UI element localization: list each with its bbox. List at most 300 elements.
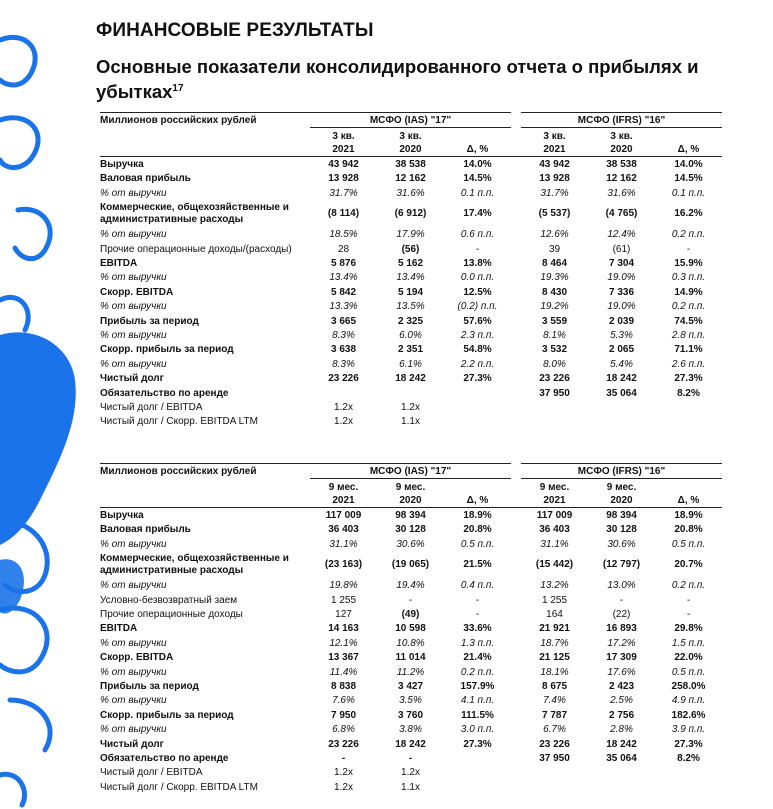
row-value: 19.0% bbox=[607, 301, 636, 313]
row-value: 0.4 п.п. bbox=[460, 580, 495, 592]
row-value: 8.2% bbox=[677, 387, 700, 399]
column-gap bbox=[511, 285, 521, 299]
row-value: 57.6% bbox=[463, 315, 492, 327]
column-gap bbox=[511, 357, 521, 371]
row-value: - bbox=[686, 594, 691, 606]
row-value: 6.1% bbox=[399, 358, 422, 370]
row-value bbox=[444, 386, 511, 400]
table-row bbox=[100, 722, 722, 736]
table-row bbox=[100, 552, 722, 579]
column-gap bbox=[511, 694, 521, 708]
row-value: 3.5% bbox=[399, 695, 422, 707]
row-value: 3 427 bbox=[397, 680, 424, 692]
row-value: 2 325 bbox=[397, 315, 424, 327]
row-value: 31.1% bbox=[329, 538, 358, 550]
column-gap bbox=[511, 607, 521, 621]
table-row bbox=[100, 694, 722, 708]
row-label: % от выручки bbox=[100, 695, 167, 707]
row-value: 1.5 п.п. bbox=[671, 637, 706, 649]
table-row bbox=[100, 415, 722, 429]
row-value: 10 598 bbox=[395, 623, 426, 635]
row-value: 12.4% bbox=[607, 229, 636, 241]
row-value: 0.6 п.п. bbox=[460, 229, 495, 241]
row-value: 13.0% bbox=[607, 580, 636, 592]
row-value: - bbox=[475, 609, 480, 621]
table-row bbox=[100, 751, 722, 765]
row-value: (49) bbox=[401, 609, 420, 621]
row-value: 1.2x bbox=[334, 767, 353, 779]
header-spacer bbox=[100, 128, 310, 157]
row-value: 38 538 bbox=[588, 157, 655, 172]
row-value: 39 bbox=[548, 243, 561, 255]
row-value: 1.2x bbox=[401, 767, 420, 779]
row-value: 8 464 bbox=[541, 258, 568, 270]
row-value bbox=[521, 780, 588, 794]
row-value: 18.9% bbox=[444, 508, 511, 523]
row-value: 14.9% bbox=[674, 286, 703, 298]
column-gap bbox=[511, 636, 521, 650]
column-gap bbox=[511, 314, 521, 328]
row-label: Прибыль за период bbox=[100, 680, 199, 692]
row-value: 19.4% bbox=[396, 580, 425, 592]
table-row bbox=[100, 579, 722, 593]
row-label: Скорр. EBITDA bbox=[100, 652, 174, 664]
row-label: Условно-безвозвратный заем bbox=[100, 594, 238, 606]
row-value: (23 163) bbox=[324, 558, 363, 570]
row-label: Прибыль за период bbox=[100, 315, 199, 327]
row-value: 37 950 bbox=[539, 752, 570, 764]
row-value: 3 665 bbox=[330, 315, 357, 327]
column-gap bbox=[511, 751, 521, 765]
period-current: 9 мес. 2021 bbox=[539, 482, 570, 507]
table-row bbox=[100, 201, 722, 228]
row-label: Выручка bbox=[100, 157, 310, 172]
column-gap bbox=[511, 157, 521, 172]
subtitle-text: Основные показатели консолидированного отчета о прибылях и убытках bbox=[96, 56, 699, 102]
row-value: 2.6 п.п. bbox=[671, 358, 706, 370]
row-value: 17.2% bbox=[607, 637, 636, 649]
row-value: 0.2 п.п. bbox=[671, 229, 706, 241]
column-gap bbox=[511, 415, 521, 429]
row-label: Чистый долг / EBITDA bbox=[100, 767, 203, 779]
row-value bbox=[588, 780, 655, 794]
row-value: 1 255 bbox=[541, 594, 568, 606]
table-row bbox=[100, 186, 722, 200]
row-value bbox=[444, 751, 511, 765]
nine-month-table-body bbox=[100, 464, 722, 795]
column-gap bbox=[511, 172, 521, 186]
row-value: 0.5 п.п. bbox=[671, 538, 706, 550]
row-value: 30 128 bbox=[395, 524, 426, 536]
row-value bbox=[377, 386, 444, 400]
row-value: 2.2 п.п. bbox=[460, 358, 495, 370]
row-value: 2.5% bbox=[610, 695, 633, 707]
row-value: 12.6% bbox=[540, 229, 569, 241]
row-value: 3.8% bbox=[399, 724, 422, 736]
row-value: (4 765) bbox=[605, 207, 638, 219]
row-value: 29.8% bbox=[674, 623, 703, 635]
row-value: 127 bbox=[335, 609, 352, 621]
row-value: 27.3% bbox=[463, 373, 492, 385]
row-value: 30.6% bbox=[607, 538, 636, 550]
row-value: 13 367 bbox=[328, 652, 359, 664]
row-value: 0.1 п.п. bbox=[671, 187, 706, 199]
row-value: 0.0 п.п. bbox=[460, 272, 495, 284]
row-value: 17.4% bbox=[463, 207, 492, 219]
header-spacer bbox=[100, 479, 310, 508]
row-value: 182.6% bbox=[671, 709, 706, 721]
row-value bbox=[588, 766, 655, 780]
row-value: 13.8% bbox=[463, 258, 492, 270]
table-row bbox=[100, 357, 722, 371]
column-gap bbox=[511, 479, 521, 508]
table-row bbox=[100, 242, 722, 256]
column-gap bbox=[511, 343, 521, 357]
period-current: 3 кв. 2021 bbox=[543, 131, 566, 156]
row-value: 8 675 bbox=[541, 680, 568, 692]
row-value bbox=[521, 766, 588, 780]
row-label: Обязательство по аренде bbox=[100, 387, 229, 399]
row-value: 30 128 bbox=[606, 524, 637, 536]
row-value: 0.1 п.п. bbox=[460, 187, 495, 199]
row-value: 17.6% bbox=[607, 666, 636, 678]
row-value: 4.9 п.п. bbox=[671, 695, 706, 707]
row-value: 2 423 bbox=[608, 680, 635, 692]
row-value: (56) bbox=[401, 243, 420, 255]
table-row bbox=[100, 386, 722, 400]
row-value: 16 893 bbox=[606, 623, 637, 635]
row-value: 5.4% bbox=[610, 358, 633, 370]
row-value: 19.8% bbox=[329, 580, 358, 592]
table-period-header bbox=[100, 479, 722, 508]
row-value: 1.1x bbox=[401, 781, 420, 793]
row-value bbox=[521, 400, 588, 414]
row-value: 31.1% bbox=[540, 538, 569, 550]
row-value: 15.9% bbox=[674, 258, 703, 270]
table-row bbox=[100, 523, 722, 537]
row-value: 14.5% bbox=[463, 173, 492, 185]
row-label: Чистый долг / Скорр. EBITDA LTM bbox=[100, 781, 258, 793]
row-label: % от выручки bbox=[100, 358, 167, 370]
column-gap bbox=[511, 766, 521, 780]
row-value: 1.2x bbox=[334, 781, 353, 793]
row-value: 5.3% bbox=[610, 329, 633, 341]
row-value: - bbox=[475, 243, 480, 255]
row-value: 7.6% bbox=[332, 695, 355, 707]
row-value: 21 921 bbox=[539, 623, 570, 635]
table-row bbox=[100, 328, 722, 342]
row-value: 31.7% bbox=[329, 187, 358, 199]
row-label: Чистый долг / EBITDA bbox=[100, 401, 203, 413]
delta-header: Δ, % bbox=[466, 495, 489, 507]
row-value: 35 064 bbox=[606, 752, 637, 764]
row-value: 38 538 bbox=[377, 157, 444, 172]
row-label: Скорр. прибыль за период bbox=[100, 709, 234, 721]
table-row bbox=[100, 766, 722, 780]
column-gap bbox=[511, 737, 521, 751]
column-gap bbox=[511, 679, 521, 693]
table-row bbox=[100, 622, 722, 636]
unit-label: Миллионов российских рублей bbox=[100, 464, 310, 479]
column-gap bbox=[511, 271, 521, 285]
row-value: 3 760 bbox=[397, 709, 424, 721]
row-value: 1.1x bbox=[401, 416, 420, 428]
row-value: 17.9% bbox=[396, 229, 425, 241]
row-value: 20.7% bbox=[674, 558, 703, 570]
row-label: % от выручки bbox=[100, 580, 167, 592]
row-label: % от выручки bbox=[100, 187, 167, 199]
delta-header: Δ, % bbox=[677, 495, 700, 507]
table-row bbox=[100, 228, 722, 242]
row-value: 8.3% bbox=[332, 358, 355, 370]
row-value: 3 638 bbox=[330, 344, 357, 356]
column-gap bbox=[511, 780, 521, 794]
column-gap bbox=[511, 579, 521, 593]
column-gap bbox=[511, 128, 521, 157]
row-value: 5 876 bbox=[330, 258, 357, 270]
column-gap bbox=[511, 386, 521, 400]
row-value: 43 942 bbox=[521, 157, 588, 172]
row-value bbox=[444, 400, 511, 414]
row-value: - bbox=[619, 594, 624, 606]
row-value: 2.8 п.п. bbox=[671, 329, 706, 341]
row-label: Прочие операционные доходы/(расходы) bbox=[100, 243, 292, 255]
row-value: 11 014 bbox=[395, 652, 426, 664]
unit-label: Миллионов российских рублей bbox=[100, 113, 310, 128]
row-value: 21.4% bbox=[463, 652, 492, 664]
row-value: 18.1% bbox=[540, 666, 569, 678]
row-value: 17 309 bbox=[606, 652, 637, 664]
row-value: 23 226 bbox=[328, 373, 359, 385]
row-value: 98 394 bbox=[377, 508, 444, 523]
delta-header: Δ, % bbox=[466, 144, 489, 156]
table-group-header bbox=[100, 113, 722, 128]
row-value: (5 537) bbox=[538, 207, 571, 219]
row-value bbox=[444, 766, 511, 780]
row-value: 18.5% bbox=[329, 229, 358, 241]
row-value: 258.0% bbox=[671, 680, 706, 692]
row-label: Выручка bbox=[100, 508, 310, 523]
row-value: 7 950 bbox=[330, 709, 357, 721]
row-value: 2.8% bbox=[610, 724, 633, 736]
period-previous: 9 мес. 2020 bbox=[395, 482, 426, 507]
table-row bbox=[100, 607, 722, 621]
row-value: 98 394 bbox=[588, 508, 655, 523]
row-value: 6.8% bbox=[332, 724, 355, 736]
row-value: (6 912) bbox=[394, 207, 427, 219]
table-row bbox=[100, 285, 722, 299]
row-value: 8.0% bbox=[543, 358, 566, 370]
quarterly-table-body bbox=[100, 113, 722, 430]
row-value: 164 bbox=[546, 609, 563, 621]
row-value: (22) bbox=[612, 609, 631, 621]
row-label: Прочие операционные доходы bbox=[100, 609, 243, 621]
nine-month-results-table bbox=[100, 463, 722, 794]
row-label: % от выручки bbox=[100, 272, 167, 284]
row-value bbox=[588, 415, 655, 429]
row-value: 0.2 п.п. bbox=[671, 580, 706, 592]
row-value: 13 928 bbox=[328, 173, 359, 185]
row-label: Скорр. прибыль за период bbox=[100, 344, 234, 356]
table-row bbox=[100, 708, 722, 722]
table-row bbox=[100, 314, 722, 328]
column-gap bbox=[511, 593, 521, 607]
row-value bbox=[655, 415, 722, 429]
row-value: 37 950 bbox=[539, 387, 570, 399]
row-value: 27.3% bbox=[674, 738, 703, 750]
row-label: Чистый долг bbox=[100, 738, 164, 750]
row-value: 1.2x bbox=[334, 416, 353, 428]
table-row bbox=[100, 271, 722, 285]
quarterly-results-table bbox=[100, 112, 722, 429]
row-value: 111.5% bbox=[461, 709, 494, 721]
row-value: 21 125 bbox=[539, 652, 570, 664]
row-value: 16.2% bbox=[674, 207, 703, 219]
row-value: 8.2% bbox=[677, 752, 700, 764]
period-current: 3 кв. 2021 bbox=[332, 131, 355, 156]
row-value: 13.5% bbox=[396, 301, 425, 313]
row-value: 8 838 bbox=[330, 680, 357, 692]
row-value: 27.3% bbox=[674, 373, 703, 385]
row-value: 8.3% bbox=[332, 329, 355, 341]
row-label: Валовая прибыль bbox=[100, 173, 191, 185]
row-value: 19.3% bbox=[540, 272, 569, 284]
row-label: Коммерческие, общехозяйственные и административные расходы bbox=[100, 552, 289, 577]
row-value: 18 242 bbox=[606, 373, 637, 385]
row-value: - bbox=[341, 752, 346, 764]
row-label: Коммерческие, общехозяйственные и административные расходы bbox=[100, 201, 289, 226]
row-value: 7 787 bbox=[541, 709, 568, 721]
table-row bbox=[100, 300, 722, 314]
row-value: 31.7% bbox=[540, 187, 569, 199]
row-value: 36 403 bbox=[539, 524, 570, 536]
table-row bbox=[100, 537, 722, 551]
row-value bbox=[444, 415, 511, 429]
row-value: 6.7% bbox=[543, 724, 566, 736]
table-row bbox=[100, 256, 722, 270]
row-value: 43 942 bbox=[310, 157, 377, 172]
row-value: 18.9% bbox=[655, 508, 722, 523]
period-previous: 9 мес. 2020 bbox=[606, 482, 637, 507]
row-value: 5 162 bbox=[397, 258, 424, 270]
row-value: 13.2% bbox=[540, 580, 569, 592]
standard-ifrs16-header: МСФО (IFRS) "16" bbox=[521, 113, 722, 128]
row-value: (8 114) bbox=[327, 207, 360, 219]
row-value: 13.4% bbox=[329, 272, 358, 284]
row-value: 35 064 bbox=[606, 387, 637, 399]
row-label: % от выручки bbox=[100, 329, 167, 341]
row-value: 12 162 bbox=[606, 173, 637, 185]
column-gap bbox=[511, 508, 521, 523]
row-value: 2 039 bbox=[608, 315, 635, 327]
row-value: - bbox=[475, 594, 480, 606]
row-value: 157.9% bbox=[460, 680, 495, 692]
column-gap bbox=[511, 537, 521, 551]
row-value: 10.8% bbox=[396, 637, 425, 649]
row-value: 12 162 bbox=[395, 173, 426, 185]
table-row bbox=[100, 157, 722, 172]
row-value: 20.8% bbox=[463, 524, 492, 536]
row-value: 23 226 bbox=[539, 738, 570, 750]
row-value: 0.5 п.п. bbox=[460, 538, 495, 550]
row-value: (15 442) bbox=[535, 558, 574, 570]
column-gap bbox=[511, 523, 521, 537]
row-value bbox=[521, 415, 588, 429]
row-label: % от выручки bbox=[100, 538, 167, 550]
row-value: 28 bbox=[337, 243, 350, 255]
row-value: 12.5% bbox=[463, 286, 492, 298]
row-value bbox=[655, 780, 722, 794]
row-value: 3.0 п.п. bbox=[460, 724, 495, 736]
row-label: Валовая прибыль bbox=[100, 524, 191, 536]
row-value: 21.5% bbox=[463, 558, 492, 570]
column-gap bbox=[511, 400, 521, 414]
table-row bbox=[100, 679, 722, 693]
column-gap bbox=[511, 722, 521, 736]
table-row bbox=[100, 172, 722, 186]
page-title: ФИНАНСОВЫЕ РЕЗУЛЬТАТЫ bbox=[96, 20, 374, 41]
row-value: 8.1% bbox=[543, 329, 566, 341]
table-row bbox=[100, 371, 722, 385]
row-label: % от выручки bbox=[100, 666, 167, 678]
table-row bbox=[100, 593, 722, 607]
period-previous: 3 кв. 2020 bbox=[399, 131, 422, 156]
table-period-header bbox=[100, 128, 722, 157]
row-value: 19.0% bbox=[607, 272, 636, 284]
row-value: 23 226 bbox=[539, 373, 570, 385]
column-gap bbox=[511, 328, 521, 342]
row-value: 7.4% bbox=[543, 695, 566, 707]
row-value: 117 009 bbox=[521, 508, 588, 523]
row-value: 2 351 bbox=[397, 344, 424, 356]
row-label: % от выручки bbox=[100, 724, 167, 736]
row-value: 4.1 п.п. bbox=[460, 695, 495, 707]
row-value bbox=[655, 766, 722, 780]
row-value: 33.6% bbox=[463, 623, 492, 635]
row-value: (12 797) bbox=[602, 558, 641, 570]
row-value bbox=[588, 400, 655, 414]
column-gap bbox=[511, 665, 521, 679]
row-value bbox=[655, 400, 722, 414]
period-previous: 3 кв. 2020 bbox=[610, 131, 633, 156]
row-value: 5 194 bbox=[397, 286, 424, 298]
row-value: 3 559 bbox=[541, 315, 568, 327]
table-row bbox=[100, 400, 722, 414]
row-value: (0.2) п.п. bbox=[457, 301, 498, 313]
row-value: 3.9 п.п. bbox=[671, 724, 706, 736]
row-value: 54.8% bbox=[463, 344, 492, 356]
standard-ifrs16-header: МСФО (IFRS) "16" bbox=[521, 464, 722, 479]
row-value: 31.6% bbox=[396, 187, 425, 199]
column-gap bbox=[511, 228, 521, 242]
row-value: - bbox=[686, 609, 691, 621]
table-row bbox=[100, 343, 722, 357]
row-value: 2.3 п.п. bbox=[460, 329, 495, 341]
row-value: 7 336 bbox=[608, 286, 635, 298]
row-value: 74.5% bbox=[674, 315, 703, 327]
row-label: EBITDA bbox=[100, 623, 138, 635]
row-label: Чистый долг bbox=[100, 373, 164, 385]
row-value: 18 242 bbox=[606, 738, 637, 750]
column-gap bbox=[511, 464, 521, 479]
row-value: 19.2% bbox=[540, 301, 569, 313]
column-gap bbox=[511, 622, 521, 636]
period-current: 9 мес. 2021 bbox=[328, 482, 359, 507]
row-value: 13 928 bbox=[539, 173, 570, 185]
row-value: 2 756 bbox=[608, 709, 635, 721]
row-value: 1.2x bbox=[401, 401, 420, 413]
table-row bbox=[100, 651, 722, 665]
